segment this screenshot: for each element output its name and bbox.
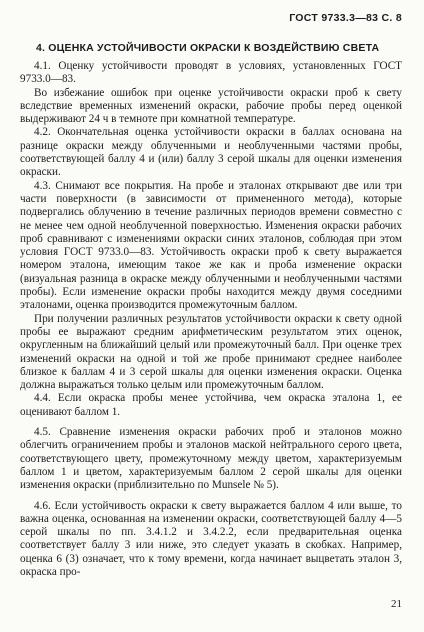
standard-header: ГОСТ 9733.3—83 С. 8 — [289, 12, 402, 24]
paragraph-4-6: 4.6. Если устойчивость окраски к свету выражается баллом 4 или выше, то важна оценка, основанная на изменении окраски, соответствующей баллу 4—5 серой шкалы по пп. 3.4.1.2 и 3.4.2.2, если предварительная оценка соответствует баллу 3 или ниже, это следует указать в скобках. Например, оценка 6 (3) означает, что к тому времени, когда начинает выцветать эталон 3, окраска про- — [20, 499, 402, 578]
paragraph-4-1-note: Во избежание ошибок при оценке устойчивости окраски проб к свету вследствие временных изменений окраски, рабочие пробы перед оценкой выдерживают 24 ч в темноте при комнатной температуре. — [20, 86, 402, 126]
paragraph-4-3: 4.3. Снимают все покрытия. На пробе и эталонах открывают две или три части поверхности (в зависимости от примененного метода), которые подвергались облучению в течение различных периодов времени совместно с не менее чем одной необлученной поверхностью. Изменения окраски рабочих проб сравнивают с изменениями окраски синих эталонов, соблюдая при этом условия ГОСТ 9733.0—83. Устойчивость окраски проб к свету выражается номером эталона, имеющим такое же как и проба изменение окраски (визуальная разница в окраске между облученными и необлученными частями пробы). Если изменение окраски пробы находится между двумя соседними эталонами, оценка производится промежуточным баллом. — [20, 179, 402, 312]
paragraph-4-1: 4.1. Оценку устойчивости проводят в условиях, установленных ГОСТ 9733.0—83. — [20, 60, 402, 86]
paragraph-4-5: 4.5. Сравнение изменения окраски рабочих проб и эталонов можно облегчить ограничением пробы и эталонов маской нейтрального серого цвета, соответствующего цвету, промежуточному между цветом, характеризуемым баллом 1 и цветом, характеризуемым баллом 2 серой шкалы для оценки изменения окраски (приблизительно по Munsele № 5). — [20, 426, 402, 492]
paragraph-4-4: 4.4. Если окраска пробы менее устойчива, чем окраска эталона 1, ее оценивают баллом 1. — [20, 392, 402, 418]
paragraph-4-2: 4.2. Окончательная оценка устойчивости окраски в баллах основана на разнице окраски между облученными и необлученными частями пробы, соответствующей баллу 4 и (или) баллу 3 серой шкалы для оценки изменения окраски. — [20, 126, 402, 179]
document-body — [20, 60, 402, 579]
section-title: 4. ОЦЕНКА УСТОЙЧИВОСТИ ОКРАСКИ К ВОЗДЕЙСТВИЮ СВЕТА — [36, 42, 380, 54]
page-number: 21 — [391, 598, 402, 610]
paragraph-4-3-continued: При получении различных результатов устойчивости окраски к свету одной пробы ее выражают средним арифметическим результатом этих оценок, округленным на ближайший целый или промежуточный балл. При оценке трех изменений окраски на одной и той же пробе принимают среднее наиболее близкое к баллам 4 и 3 серой шкалы для оценки изменения окраски. Оценка должна выражаться только целым или промежуточным баллом. — [20, 312, 402, 392]
